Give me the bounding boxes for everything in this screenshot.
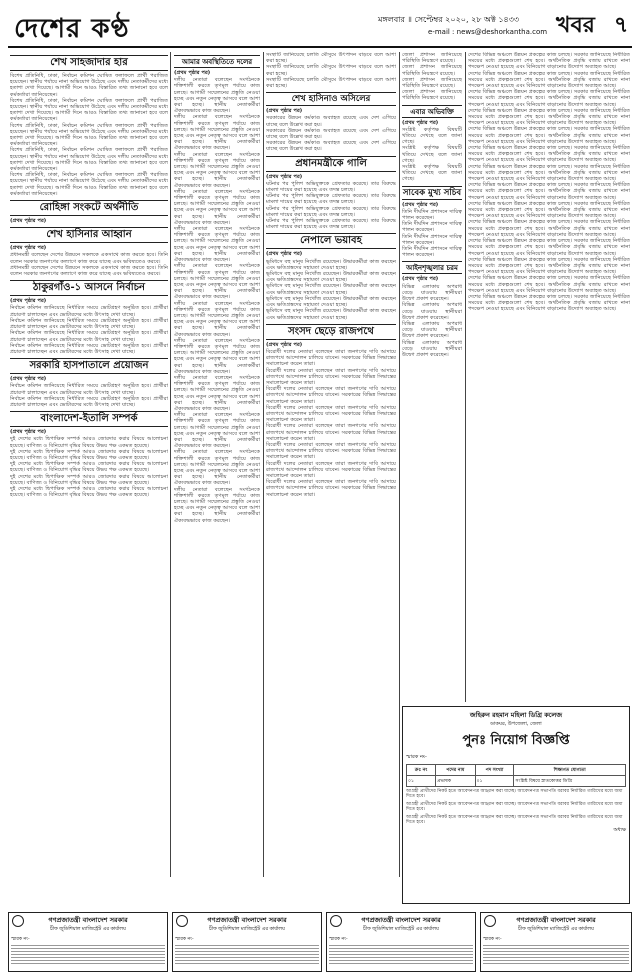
headline: সাবেক মুখ্য সচিব — [402, 187, 462, 198]
article-text: দেশের বিভিন্ন অঞ্চলে উন্নয়ন প্রকল্পের কাজ চলছে। সরকার জানিয়েছে নির্ধারিত সময়ের মধ্যে প্রকল্পগুলো শেষ হবে। অর্থনৈতিক প্রবৃদ্ধি বজায় রাখতে নানা পদক্ষেপ নেওয়া হয়েছে এবং বিনিয়োগ বাড়ানোর উদ্যোগ অব্যাহত আছে। — [468, 145, 630, 164]
article-text: দেশের বিভিন্ন অঞ্চলে উন্নয়ন প্রকল্পের কাজ চলছে। সরকার জানিয়েছে নির্ধারিত সময়ের মধ্যে প্রকল্পগুলো শেষ হবে। অর্থনৈতিক প্রবৃদ্ধি বজায় রাখতে নানা পদক্ষেপ নেওয়া হয়েছে এবং বিনিয়োগ বাড়ানোর উদ্যোগ অব্যাহত আছে। — [468, 107, 630, 127]
vacancy-table — [406, 764, 626, 787]
article-text: ঘটনার পর পুলিশ অভিযুক্তকে গ্রেফতার করেছে। তার বিরুদ্ধে মামলা দায়ের করা হয়েছে এবং তদন্ত চলছে। — [266, 205, 396, 218]
article-text: প্রধানমন্ত্রী বলেছেন দেশের উন্নয়নে সকলকে একসাথে কাজ করতে হবে। তিনি বলেন সরকার জনগণের কল্যাণে কাজ করে যাচ্ছে এবং ভবিষ্যতেও করবে। — [10, 252, 168, 265]
article-text: বিরোধী দলের নেতারা বলেছেন তারা জনগণের দাবি আদায়ে রাজপথে আন্দোলন চালিয়ে যাবেন। সরকারের বিভিন্ন সিদ্ধান্তের সমালোচনা করেন তারা। — [266, 367, 396, 386]
article-text: দেশের বিভিন্ন অঞ্চলে উন্নয়ন প্রকল্পের কাজ চলছে। সরকার জানিয়েছে নির্ধারিত সময়ের মধ্যে প্রকল্পগুলো শেষ হবে। অর্থনৈতিক প্রবৃদ্ধি বজায় রাখতে নানা পদক্ষেপ নেওয়া হয়েছে এবং বিনিয়োগ বাড়ানোর উদ্যোগ অব্যাহত আছে। — [468, 52, 630, 71]
tender-gov: গণপ্রজাতন্ত্রী বাংলাদেশ সরকার — [48, 916, 128, 924]
article-text: দুই দেশের মধ্যে দ্বিপাক্ষিক সম্পর্ক আরও জোরদার করার বিষয়ে আলোচনা হয়েছে। বাণিজ্য ও বিনিয়োগ বৃদ্ধির বিষয়ে উভয় পক্ষ একমত হয়েছে। — [10, 436, 168, 449]
page-number: ৭ — [614, 12, 629, 38]
ad-body: আগ্রহী প্রার্থীদের নিকট হতে আবেদনপত্র আহ্বান করা যাচ্ছে। আবেদনপত্র সভাপতি বরাবর নির্ধারিত তারিখের মধ্যে জমা দিতে হবে। — [406, 814, 623, 826]
headline: শেখ হাসিনাও অসিলের — [266, 92, 396, 106]
article-text: সরকারের উন্নয়ন কর্মকাণ্ড অব্যাহত রয়েছে এবং দেশ এগিয়ে যাচ্ছে বলে উল্লেখ করা হয়। — [266, 127, 396, 141]
article-text: দেশের বিভিন্ন অঞ্চলে উন্নয়ন প্রকল্পের কাজ চলছে। সরকার জানিয়েছে নির্ধারিত সময়ের মধ্যে প্রকল্পগুলো শেষ হবে। অর্থনৈতিক প্রবৃদ্ধি বজায় রাখতে নানা পদক্ষেপ নেওয়া হয়েছে এবং বিনিয়োগ বাড়ানোর উদ্যোগ অব্যাহত আছে। — [468, 163, 630, 183]
article-text: নির্বাচন কমিশন জানিয়েছে নির্ধারিত সময়ে ভোটগ্রহণ অনুষ্ঠিত হবে। প্রার্থীরা প্রচারণা চালাচ্ছেন এবং ভোটারদের মধ্যে উৎসাহ দেখা যাচ্ছে। — [10, 383, 168, 396]
tender-body — [483, 945, 629, 964]
article-text: দলীয় নেতারা বলেছেন সংগঠনকে শক্তিশালী করতে তৃণমূল পর্যায়ে কাজ চলছে। আগামী সম্মেলনের প্রস্তুতি নেওয়া হচ্ছে এবং নতুন নেতৃত্ব আসবে বলে আশা করা হচ্ছে। স্থানীয় নেতাকর্মীরা ঐক্যবদ্ধভাবে কাজ করছেন। — [174, 263, 260, 301]
government-emblem-icon — [176, 915, 188, 927]
tender-ref: স্মারক নং- — [11, 937, 30, 942]
continuation-note: (প্রথম পৃষ্ঠার পর) — [266, 251, 303, 258]
continuation-note: (প্রথম পৃষ্ঠার পর) — [10, 429, 47, 436]
article-text: জেলা প্রশাসন জানিয়েছে পরিস্থিতি নিয়ন্ত্রণে রয়েছে। — [402, 89, 462, 102]
article-text: দেশের বিভিন্ন অঞ্চলে উন্নয়ন প্রকল্পের কাজ চলছে। সরকার জানিয়েছে নির্ধারিত সময়ের মধ্যে প্রকল্পগুলো শেষ হবে। অর্থনৈতিক প্রবৃদ্ধি বজায় রাখতে নানা পদক্ষেপ নেওয়া হয়েছে এবং বিনিয়োগ বাড়ানোর উদ্যোগ অব্যাহত আছে। — [468, 126, 630, 145]
headline: প্রধানমন্ত্রীকে গালি — [266, 156, 396, 172]
article-text: বিভিন্ন এলাকায় অপরাধ বেড়ে যাওয়ায় স্থানীয়রা উদ্বেগ প্রকাশ করেছেন। — [402, 283, 462, 303]
tender-body — [175, 945, 319, 964]
article-text: নির্বাচন কমিশন জানিয়েছে নির্ধারিত সময়ে ভোটগ্রহণ অনুষ্ঠিত হবে। প্রার্থীরা প্রচারণা চালাচ্ছেন এবং ভোটারদের মধ্যে উৎসাহ দেখা যাচ্ছে। — [10, 342, 168, 355]
recruitment-advertisement — [402, 706, 630, 904]
headline: রোহিঙ্গা সংকটে অর্থনীতি — [10, 200, 168, 216]
article-text: তিনি দীর্ঘদিন প্রশাসনে দায়িত্ব পালন করেছেন। — [402, 233, 462, 246]
article-text: বিশেষ প্রতিনিধি, ঢাকা, নির্বাচন কমিশন ঘোষিত ফলাফলে প্রার্থী পরাজিত হয়েছেন। স্থানীয় পর্যায়ে নানা অভিযোগ উঠেছে এবং দলীয় নেতাকর্মীদের মধ্যে হতাশা দেখা দিয়েছে। আগামী দিনে আরও বিস্তারিত তথ্য জানানো হবে বলে কর্মকর্তারা জানিয়েছেন। — [10, 172, 168, 197]
article-text: দলীয় নেতারা বলেছেন সংগঠনকে শক্তিশালী করতে তৃণমূল পর্যায়ে কাজ চলছে। আগামী সম্মেলনের প্রস্তুতি নেওয়া হচ্ছে এবং নতুন নেতৃত্ব আসবে বলে আশা করা হচ্ছে। স্থানীয় নেতাকর্মীরা ঐক্যবদ্ধভাবে কাজ করছেন। — [174, 412, 260, 450]
newspaper-name: দেশের কণ্ঠ — [14, 14, 130, 44]
article-text: দেশের বিভিন্ন অঞ্চলে উন্নয়ন প্রকল্পের কাজ চলছে। সরকার জানিয়েছে নির্ধারিত সময়ের মধ্যে প্রকল্পগুলো শেষ হবে। অর্থনৈতিক প্রবৃদ্ধি বজায় রাখতে নানা পদক্ষেপ নেওয়া হয়েছে এবং বিনিয়োগ বাড়ানোর উদ্যোগ অব্যাহত আছে। — [468, 200, 630, 220]
article-text: ভূমিধসে বহু মানুষ নিখোঁজ রয়েছেন। উদ্ধারকর্মীরা কাজ করছেন এবং ক্ষতিগ্রস্তদের সহায়তা দেওয়া হচ্ছে। — [266, 283, 396, 296]
article-text: সরকারের উন্নয়ন কর্মকাণ্ড অব্যাহত রয়েছে এবং দেশ এগিয়ে যাচ্ছে বলে উল্লেখ করা হয়। — [266, 140, 396, 153]
headline: ঠাকুরগাঁও-১ আসনে নির্বাচন — [10, 280, 168, 296]
column-5 — [468, 52, 630, 702]
continuation-note: (প্রথম পৃষ্ঠার পর) — [402, 119, 439, 126]
article-text: বিরোধী দলের নেতারা বলেছেন তারা জনগণের দাবি আদায়ে রাজপথে আন্দোলন চালিয়ে যাবেন। সরকারের বিভিন্ন সিদ্ধান্তের সমালোচনা করেন তারা। — [266, 423, 396, 442]
email-address[interactable]: e-mail : news@deshorkantha.com — [428, 28, 548, 36]
article-text: নির্বাচন কমিশন জানিয়েছে নির্ধারিত সময়ে ভোটগ্রহণ অনুষ্ঠিত হবে। প্রার্থীরা প্রচারণা চালাচ্ছেন এবং ভোটারদের মধ্যে উৎসাহ দেখা যাচ্ছে। — [10, 330, 168, 343]
tender-office: চীফ জুডিশিয়াল ম্যাজিস্ট্রেট এর কার্যালয় — [518, 927, 594, 932]
headline: শেখ হাসিনার আহ্বান — [10, 227, 168, 243]
table-header: পদ সংখ্যা — [475, 765, 514, 776]
tender-gov: গণপ্রজাতন্ত্রী বাংলাদেশ সরকার — [207, 916, 287, 924]
article-text: বিরোধী দলের নেতারা বলেছেন তারা জনগণের দাবি আদায়ে রাজপথে আন্দোলন চালিয়ে যাবেন। সরকারের বিভিন্ন সিদ্ধান্তের সমালোচনা করেন তারা। — [266, 460, 396, 479]
table-header-row — [407, 765, 626, 776]
article-text: বিরোধী দলের নেতারা বলেছেন তারা জনগণের দাবি আদায়ে রাজপথে আন্দোলন চালিয়ে যাবেন। সরকারের বিভিন্ন সিদ্ধান্তের সমালোচনা করেন তারা। — [266, 386, 396, 405]
continuation-note: (প্রথম পৃষ্ঠার পর) — [266, 173, 303, 180]
government-emblem-icon — [330, 915, 342, 927]
article-text: দলীয় নেতারা বলেছেন সংগঠনকে শক্তিশালী করতে তৃণমূল পর্যায়ে কাজ চলছে। আগামী সম্মেলনের প্রস্তুতি নেওয়া হচ্ছে এবং নতুন নেতৃত্ব আসবে বলে আশা করা হচ্ছে। স্থানীয় নেতাকর্মীরা ঐক্যবদ্ধভাবে কাজ করছেন। — [174, 449, 260, 487]
tender-office: চীফ জুডিশিয়াল ম্যাজিস্ট্রেট এর কার্যালয় — [209, 927, 285, 932]
article-text: সরকারের উন্নয়ন কর্মকাণ্ড অব্যাহত রয়েছে এবং দেশ এগিয়ে যাচ্ছে বলে উল্লেখ করা হয়। — [266, 115, 396, 128]
article-text: দুই দেশের মধ্যে দ্বিপাক্ষিক সম্পর্ক আরও জোরদার করার বিষয়ে আলোচনা হয়েছে। বাণিজ্য ও বিনিয়োগ বৃদ্ধির বিষয়ে উভয় পক্ষ একমত হয়েছে। — [10, 448, 168, 461]
article-text: বিশেষ প্রতিনিধি, ঢাকা, নির্বাচন কমিশন ঘোষিত ফলাফলে প্রার্থী পরাজিত হয়েছেন। স্থানীয় পর্যায়ে নানা অভিযোগ উঠেছে এবং দলীয় নেতাকর্মীদের মধ্যে হতাশা দেখা দিয়েছে। আগামী দিনে আরও বিস্তারিত তথ্য জানানো হবে বলে কর্মকর্তারা জানিয়েছেন। — [10, 122, 168, 148]
article-text: দলীয় নেতারা বলেছেন সংগঠনকে শক্তিশালী করতে তৃণমূল পর্যায়ে কাজ চলছে। আগামী সম্মেলনের প্রস্তুতি নেওয়া হচ্ছে এবং নতুন নেতৃত্ব আসবে বলে আশা করা হচ্ছে। স্থানীয় নেতাকর্মীরা ঐক্যবদ্ধভাবে কাজ করছেন। — [174, 188, 260, 226]
tender-gov: গণপ্রজাতন্ত্রী বাংলাদেশ সরকার — [516, 916, 596, 924]
article-text: ঘটনার পর পুলিশ অভিযুক্তকে গ্রেফতার করেছে। তার বিরুদ্ধে মামলা দায়ের করা হয়েছে এবং তদন্ত চলছে। — [266, 218, 396, 231]
article-text: সংশ্লিষ্ট কর্তৃপক্ষ বিষয়টি খতিয়ে দেখছে বলে জানা গেছে। — [402, 164, 462, 183]
tender-office: চীফ জুডিশিয়াল ম্যাজিস্ট্রেট এর কার্যালয় — [50, 927, 126, 932]
article-text: তিনি দীর্ঘদিন প্রশাসনে দায়িত্ব পালন করেছেন। — [402, 208, 462, 222]
article-text: ঘটনার পর পুলিশ অভিযুক্তকে গ্রেফতার করেছে। তার বিরুদ্ধে মামলা দায়ের করা হয়েছে এবং তদন্ত চলছে। — [266, 193, 396, 206]
article-text: বিভিন্ন এলাকায় অপরাধ বেড়ে যাওয়ায় স্থানীয়রা উদ্বেগ প্রকাশ করেছেন। — [402, 302, 462, 321]
tender-notice — [8, 912, 168, 972]
table-cell: সংশ্লিষ্ট বিষয়ে স্নাতকোত্তর ডিগ্রি — [514, 776, 626, 787]
article-text: দলীয় নেতারা বলেছেন সংগঠনকে শক্তিশালী করতে তৃণমূল পর্যায়ে কাজ চলছে। আগামী সম্মেলনের প্রস্তুতি নেওয়া হচ্ছে এবং নতুন নেতৃত্ব আসবে বলে আশা করা হচ্ছে। স্থানীয় নেতাকর্মীরা ঐক্যবদ্ধভাবে কাজ করছেন। — [174, 151, 260, 189]
column-divider — [399, 52, 400, 877]
continuation-note: (প্রথম পৃষ্ঠার পর) — [266, 108, 303, 115]
article-text: বিরোধী দলের নেতারা বলেছেন তারা জনগণের দাবি আদায়ে রাজপথে আন্দোলন চালিয়ে যাবেন। সরকারের বিভিন্ন সিদ্ধান্তের সমালোচনা করেন তারা। — [266, 348, 396, 368]
ad-signature: অধ্যক্ষ — [613, 827, 626, 834]
continuation-note: (প্রথম পৃষ্ঠার পর) — [266, 341, 303, 348]
article-text: দেশের বিভিন্ন অঞ্চলে উন্নয়ন প্রকল্পের কাজ চলছে। সরকার জানিয়েছে নির্ধারিত সময়ের মধ্যে প্রকল্পগুলো শেষ হবে। অর্থনৈতিক প্রবৃদ্ধি বজায় রাখতে নানা পদক্ষেপ নেওয়া হয়েছে এবং বিনিয়োগ বাড়ানোর উদ্যোগ অব্যাহত আছে। — [468, 293, 630, 313]
continuation-note: (প্রথম পৃষ্ঠার পর) — [10, 376, 47, 383]
ad-body: আগ্রহী প্রার্থীদের নিকট হতে আবেদনপত্র আহ্বান করা যাচ্ছে। আবেদনপত্র সভাপতি বরাবর নির্ধারিত তারিখের মধ্যে জমা দিতে হবে। — [406, 789, 623, 800]
article-text: দলীয় নেতারা বলেছেন সংগঠনকে শক্তিশালী করতে তৃণমূল পর্যায়ে কাজ চলছে। আগামী সম্মেলনের প্রস্তুতি নেওয়া হচ্ছে এবং নতুন নেতৃত্ব আসবে বলে আশা করা হচ্ছে। স্থানীয় নেতাকর্মীরা ঐক্যবদ্ধভাবে কাজ করছেন। — [174, 226, 260, 264]
article-text: দেশের বিভিন্ন অঞ্চলে উন্নয়ন প্রকল্পের কাজ চলছে। সরকার জানিয়েছে নির্ধারিত সময়ের মধ্যে প্রকল্পগুলো শেষ হবে। অর্থনৈতিক প্রবৃদ্ধি বজায় রাখতে নানা পদক্ষেপ নেওয়া হয়েছে এবং বিনিয়োগ বাড়ানোর উদ্যোগ অব্যাহত আছে। — [468, 182, 630, 201]
table-cell: ০১ — [407, 776, 436, 787]
article-text: ঘটনার পর পুলিশ অভিযুক্তকে গ্রেফতার করেছে। তার বিরুদ্ধে মামলা দায়ের করা হয়েছে এবং তদন্ত চলছে। — [266, 180, 396, 194]
tender-notice — [480, 912, 632, 972]
article-text: ভূমিধসে বহু মানুষ নিখোঁজ রয়েছেন। উদ্ধারকর্মীরা কাজ করছেন এবং ক্ষতিগ্রস্তদের সহায়তা দেওয়া হচ্ছে। — [266, 271, 396, 284]
article-text: বিভিন্ন এলাকায় অপরাধ বেড়ে যাওয়ায় স্থানীয়রা উদ্বেগ প্রকাশ করেছেন। — [402, 320, 462, 340]
section-name: খবর — [556, 12, 595, 38]
article-text: দুই দেশের মধ্যে দ্বিপাক্ষিক সম্পর্ক আরও জোরদার করার বিষয়ে আলোচনা হয়েছে। বাণিজ্য ও বিনিয়োগ বৃদ্ধির বিষয়ে উভয় পক্ষ একমত হয়েছে। — [10, 485, 168, 499]
article-text: দেশের বিভিন্ন অঞ্চলে উন্নয়ন প্রকল্পের কাজ চলছে। সরকার জানিয়েছে নির্ধারিত সময়ের মধ্যে প্রকল্পগুলো শেষ হবে। অর্থনৈতিক প্রবৃদ্ধি বজায় রাখতে নানা পদক্ষেপ নেওয়া হয়েছে এবং বিনিয়োগ বাড়ানোর উদ্যোগ অব্যাহত আছে। — [468, 238, 630, 257]
article-text: দেশের বিভিন্ন অঞ্চলে উন্নয়ন প্রকল্পের কাজ চলছে। সরকার জানিয়েছে নির্ধারিত সময়ের মধ্যে প্রকল্পগুলো শেষ হবে। অর্থনৈতিক প্রবৃদ্ধি বজায় রাখতে নানা পদক্ষেপ নেওয়া হয়েছে এবং বিনিয়োগ বাড়ানোর উদ্যোগ অব্যাহত আছে। — [468, 256, 630, 276]
article-text: জেলা প্রশাসন জানিয়েছে পরিস্থিতি নিয়ন্ত্রণে রয়েছে। — [402, 76, 462, 90]
article-text: বিশেষ প্রতিনিধি, ঢাকা, নির্বাচন কমিশন ঘোষিত ফলাফলে প্রার্থী পরাজিত হয়েছেন। স্থানীয় পর্যায়ে নানা অভিযোগ উঠেছে এবং দলীয় নেতাকর্মীদের মধ্যে হতাশা দেখা দিয়েছে। আগামী দিনে আরও বিস্তারিত তথ্য জানানো হবে বলে কর্মকর্তারা জানিয়েছেন। — [10, 97, 168, 123]
headline: আইনশৃঙ্খলার চরম — [402, 261, 462, 274]
article-text: বিশেষ প্রতিনিধি, ঢাকা, নির্বাচন কমিশন ঘোষিত ফলাফলে প্রার্থী পরাজিত হয়েছেন। স্থানীয় পর্যায়ে নানা অভিযোগ উঠেছে এবং দলীয় নেতাকর্মীদের মধ্যে হতাশা দেখা দিয়েছে। আগামী দিনে আরও বিস্তারিত তথ্য জানানো হবে বলে কর্মকর্তারা জানিয়েছেন। — [10, 147, 168, 173]
article-text: দলীয় নেতারা বলেছেন সংগঠনকে শক্তিশালী করতে তৃণমূল পর্যায়ে কাজ চলছে। আগামী সম্মেলনের প্রস্তুতি নেওয়া হচ্ছে এবং নতুন নেতৃত্ব আসবে বলে আশা করা হচ্ছে। স্থানীয় নেতাকর্মীরা ঐক্যবদ্ধভাবে কাজ করছেন। — [174, 486, 260, 524]
tender-body — [11, 945, 165, 964]
headline: সংসদ ছেড়ে রাজপথে — [266, 324, 396, 340]
article-text: প্রধানমন্ত্রী বলেছেন দেশের উন্নয়নে সকলকে একসাথে কাজ করতে হবে। তিনি বলেন সরকার জনগণের কল্যাণে কাজ করে যাচ্ছে এবং ভবিষ্যতেও করবে। — [10, 264, 168, 278]
continuation-note: (প্রথম পৃষ্ঠার পর) — [402, 201, 439, 208]
tender-ref: স্মারক নং- — [175, 937, 194, 942]
article-text: তিনি দীর্ঘদিন প্রশাসনে দায়িত্ব পালন করেছেন। — [402, 246, 462, 259]
article-text: নির্বাচন কমিশন জানিয়েছে নির্ধারিত সময়ে ভোটগ্রহণ অনুষ্ঠিত হবে। প্রার্থীরা প্রচারণা চালাচ্ছেন এবং ভোটারদের মধ্যে উৎসাহ দেখা যাচ্ছে। — [10, 305, 168, 318]
article-text: সংস্থাটি জানিয়েছে চলতি মৌসুমে উৎপাদন বাড়বে বলে আশা করা হচ্ছে। — [266, 52, 396, 65]
column-1 — [10, 52, 168, 877]
continuation-note: (প্রথম পৃষ্ঠার পর) — [10, 298, 47, 305]
ad-address: ডাকঘর, উপজেলা, জেলা — [490, 721, 542, 727]
article-text: দলীয় নেতারা বলেছেন সংগঠনকে শক্তিশালী করতে তৃণমূল পর্যায়ে কাজ চলছে। আগামী সম্মেলনের প্রস্তুতি নেওয়া হচ্ছে এবং নতুন নেতৃত্ব আসবে বলে আশা করা হচ্ছে। স্থানীয় নেতাকর্মীরা ঐক্যবদ্ধভাবে কাজ করছেন। — [174, 337, 260, 375]
tender-gov: গণপ্রজাতন্ত্রী বাংলাদেশ সরকার — [361, 916, 441, 924]
issue-date: মঙ্গলবার ॥ সেপ্টেম্বর ২০২০, ২৮ অক্ট ১৪৩৩ — [378, 15, 520, 24]
article-text: সংস্থাটি জানিয়েছে চলতি মৌসুমে উৎপাদন বাড়বে বলে আশা করা হচ্ছে। — [266, 64, 396, 77]
tender-ref: স্মারক নং- — [329, 937, 348, 942]
article-text: দেশের বিভিন্ন অঞ্চলে উন্নয়ন প্রকল্পের কাজ চলছে। সরকার জানিয়েছে নির্ধারিত সময়ের মধ্যে প্রকল্পগুলো শেষ হবে। অর্থনৈতিক প্রবৃদ্ধি বজায় রাখতে নানা পদক্ষেপ নেওয়া হয়েছে এবং বিনিয়োগ বাড়ানোর উদ্যোগ অব্যাহত আছে। — [468, 219, 630, 238]
ad-organization: জহিরুন রহমান মহিলা ডিগ্রি কলেজ — [469, 711, 563, 719]
ad-memo: স্মারক নং- — [406, 754, 427, 760]
article-text: ভূমিধসে বহু মানুষ নিখোঁজ রয়েছেন। উদ্ধারকর্মীরা কাজ করছেন এবং ক্ষতিগ্রস্তদের সহায়তা দেওয়া হচ্ছে। — [266, 258, 396, 271]
article-text: দেশের বিভিন্ন অঞ্চলে উন্নয়ন প্রকল্পের কাজ চলছে। সরকার জানিয়েছে নির্ধারিত সময়ের মধ্যে প্রকল্পগুলো শেষ হবে। অর্থনৈতিক প্রবৃদ্ধি বজায় রাখতে নানা পদক্ষেপ নেওয়া হয়েছে এবং বিনিয়োগ বাড়ানোর উদ্যোগ অব্যাহত আছে। — [468, 70, 630, 90]
tender-notices — [8, 912, 632, 972]
government-emblem-icon — [12, 915, 24, 927]
article-text: সংশ্লিষ্ট কর্তৃপক্ষ বিষয়টি খতিয়ে দেখছে বলে জানা গেছে। — [402, 145, 462, 164]
table-row — [407, 776, 626, 787]
article-text: জেলা প্রশাসন জানিয়েছে পরিস্থিতি নিয়ন্ত্রণে রয়েছে। — [402, 64, 462, 77]
table-header: ক্রঃ নং — [407, 765, 436, 776]
continuation-note: (প্রথম পৃষ্ঠার পর) — [174, 70, 211, 76]
article-text: দলীয় নেতারা বলেছেন সংগঠনকে শক্তিশালী করতে তৃণমূল পর্যায়ে কাজ চলছে। আগামী সম্মেলনের প্রস্তুতি নেওয়া হচ্ছে এবং নতুন নেতৃত্ব আসবে বলে আশা করা হচ্ছে। স্থানীয় নেতাকর্মীরা ঐক্যবদ্ধভাবে কাজ করছেন। — [174, 114, 260, 152]
tender-office: চীফ জুডিশিয়াল ম্যাজিস্ট্রেট এর কার্যালয় — [363, 927, 439, 932]
table-cell: ০১ — [475, 776, 514, 787]
article-text: নির্বাচন কমিশন জানিয়েছে নির্ধারিত সময়ে ভোটগ্রহণ অনুষ্ঠিত হবে। প্রার্থীরা প্রচারণা চালাচ্ছেন এবং ভোটারদের মধ্যে উৎসাহ দেখা যাচ্ছে। — [10, 317, 168, 331]
article-text: দুই দেশের মধ্যে দ্বিপাক্ষিক সম্পর্ক আরও জোরদার করার বিষয়ে আলোচনা হয়েছে। বাণিজ্য ও বিনিয়োগ বৃদ্ধির বিষয়ে উভয় পক্ষ একমত হয়েছে। — [10, 473, 168, 486]
column-divider — [465, 52, 466, 702]
article-text: দেশের বিভিন্ন অঞ্চলে উন্নয়ন প্রকল্পের কাজ চলছে। সরকার জানিয়েছে নির্ধারিত সময়ের মধ্যে প্রকল্পগুলো শেষ হবে। অর্থনৈতিক প্রবৃদ্ধি বজায় রাখতে নানা পদক্ষেপ নেওয়া হয়েছে এবং বিনিয়োগ বাড়ানোর উদ্যোগ অব্যাহত আছে। — [468, 275, 630, 294]
article-text: নির্বাচন কমিশন জানিয়েছে নির্ধারিত সময়ে ভোটগ্রহণ অনুষ্ঠিত হবে। প্রার্থীরা প্রচারণা চালাচ্ছেন এবং ভোটারদের মধ্যে উৎসাহ দেখা যাচ্ছে। — [10, 395, 168, 408]
column-divider — [263, 52, 264, 877]
article-text: জেলা প্রশাসন জানিয়েছে পরিস্থিতি নিয়ন্ত্রণে রয়েছে। — [402, 52, 462, 65]
tender-ref: স্মারক নং- — [483, 937, 502, 942]
headline: সরকারি হাসপাতালে প্রয়োজন — [10, 358, 168, 374]
article-text: দলীয় নেতারা বলেছেন সংগঠনকে শক্তিশালী করতে তৃণমূল পর্যায়ে কাজ চলছে। আগামী সম্মেলনের প্রস্তুতি নেওয়া হচ্ছে এবং নতুন নেতৃত্ব আসবে বলে আশা করা হচ্ছে। স্থানীয় নেতাকর্মীরা ঐক্যবদ্ধভাবে কাজ করছেন। — [174, 374, 260, 412]
table-header: পদের নাম — [436, 765, 475, 776]
column-3 — [266, 52, 396, 877]
headline: আমার অবস্থিতিতে দলের — [174, 55, 260, 68]
headline: নেপালে ভয়াবহ — [266, 233, 396, 249]
column-2 — [174, 52, 260, 877]
headline: বাংলাদেশ-ইতালি সম্পর্ক — [10, 411, 168, 427]
column-4 — [402, 52, 462, 702]
article-text: বিশেষ প্রতিনিধি, ঢাকা, নির্বাচন কমিশন ঘোষিত ফলাফলে প্রার্থী পরাজিত হয়েছেন। স্থানীয় পর্যায়ে নানা অভিযোগ উঠেছে এবং দলীয় নেতাকর্মীদের মধ্যে হতাশা দেখা দিয়েছে। আগামী দিনে আরও বিস্তারিত তথ্য জানানো হবে বলে কর্মকর্তারা জানিয়েছেন। — [10, 73, 168, 98]
tender-body — [329, 945, 473, 964]
column-divider — [170, 52, 171, 877]
article-text: সংশ্লিষ্ট কর্তৃপক্ষ বিষয়টি খতিয়ে দেখছে বলে জানা গেছে। — [402, 126, 462, 146]
article-text: ভূমিধসে বহু মানুষ নিখোঁজ রয়েছেন। উদ্ধারকর্মীরা কাজ করছেন এবং ক্ষতিগ্রস্তদের সহায়তা দেওয়া হচ্ছে। — [266, 295, 396, 309]
article-text: সংস্থাটি জানিয়েছে চলতি মৌসুমে উৎপাদন বাড়বে বলে আশা করা হচ্ছে। — [266, 76, 396, 90]
ad-body: আগ্রহী প্রার্থীদের নিকট হতে আবেদনপত্র আহ্বান করা যাচ্ছে। আবেদনপত্র সভাপতি বরাবর নির্ধারিত তারিখের মধ্যে জমা দিতে হবে। — [406, 801, 623, 813]
government-emblem-icon — [484, 915, 496, 927]
article-text: ভূমিধসে বহু মানুষ নিখোঁজ রয়েছেন। উদ্ধারকর্মীরা কাজ করছেন এবং ক্ষতিগ্রস্তদের সহায়তা দেওয়া হচ্ছে। — [266, 308, 396, 321]
article-text: বিরোধী দলের নেতারা বলেছেন তারা জনগণের দাবি আদায়ে রাজপথে আন্দোলন চালিয়ে যাবেন। সরকারের বিভিন্ন সিদ্ধান্তের সমালোচনা করেন তারা। — [266, 404, 396, 424]
article-text: বিরোধী দলের নেতারা বলেছেন তারা জনগণের দাবি আদায়ে রাজপথে আন্দোলন চালিয়ে যাবেন। সরকারের বিভিন্ন সিদ্ধান্তের সমালোচনা করেন তারা। — [266, 441, 396, 461]
headline: এবার অভিবক্তি — [402, 105, 462, 118]
article-text: দলীয় নেতারা বলেছেন সংগঠনকে শক্তিশালী করতে তৃণমূল পর্যায়ে কাজ চলছে। আগামী সম্মেলনের প্রস্তুতি নেওয়া হচ্ছে এবং নতুন নেতৃত্ব আসবে বলে আশা করা হচ্ছে। স্থানীয় নেতাকর্মীরা ঐক্যবদ্ধভাবে কাজ করছেন। — [174, 300, 260, 338]
continuation-note: (প্রথম পৃষ্ঠার পর) — [10, 218, 47, 225]
ad-title: পুনঃ নিয়োগ বিজ্ঞপ্তি — [462, 733, 570, 748]
article-text: বিরোধী দলের নেতারা বলেছেন তারা জনগণের দাবি আদায়ে রাজপথে আন্দোলন চালিয়ে যাবেন। সরকারের বিভিন্ন সিদ্ধান্তের সমালোচনা করেন তারা। — [266, 479, 396, 498]
article-text: বিভিন্ন এলাকায় অপরাধ বেড়ে যাওয়ায় স্থানীয়রা উদ্বেগ প্রকাশ করেছেন। — [402, 339, 462, 358]
continuation-note: (প্রথম পৃষ্ঠার পর) — [10, 245, 47, 252]
table-cell: প্রভাষক — [436, 776, 475, 787]
table-header: শিক্ষাগত যোগ্যতা — [514, 765, 626, 776]
article-text: দলীয় নেতারা বলেছেন সংগঠনকে শক্তিশালী করতে তৃণমূল পর্যায়ে কাজ চলছে। আগামী সম্মেলনের প্রস্তুতি নেওয়া হচ্ছে এবং নতুন নেতৃত্ব আসবে বলে আশা করা হচ্ছে। স্থানীয় নেতাকর্মীরা ঐক্যবদ্ধভাবে কাজ করছেন। — [174, 77, 260, 115]
article-text: দুই দেশের মধ্যে দ্বিপাক্ষিক সম্পর্ক আরও জোরদার করার বিষয়ে আলোচনা হয়েছে। বাণিজ্য ও বিনিয়োগ বৃদ্ধির বিষয়ে উভয় পক্ষ একমত হয়েছে। — [10, 461, 168, 474]
article-text: তিনি দীর্ঘদিন প্রশাসনে দায়িত্ব পালন করেছেন। — [402, 221, 462, 234]
tender-notice — [172, 912, 322, 972]
headline: শেখ সাহজাদার হার — [10, 55, 168, 71]
masthead — [8, 6, 632, 48]
article-text: দেশের বিভিন্ন অঞ্চলে উন্নয়ন প্রকল্পের কাজ চলছে। সরকার জানিয়েছে নির্ধারিত সময়ের মধ্যে প্রকল্পগুলো শেষ হবে। অর্থনৈতিক প্রবৃদ্ধি বজায় রাখতে নানা পদক্ষেপ নেওয়া হয়েছে এবং বিনিয়োগ বাড়ানোর উদ্যোগ অব্যাহত আছে। — [468, 89, 630, 108]
tender-notice — [326, 912, 476, 972]
continuation-note: (প্রথম পৃষ্ঠার পর) — [402, 276, 439, 283]
